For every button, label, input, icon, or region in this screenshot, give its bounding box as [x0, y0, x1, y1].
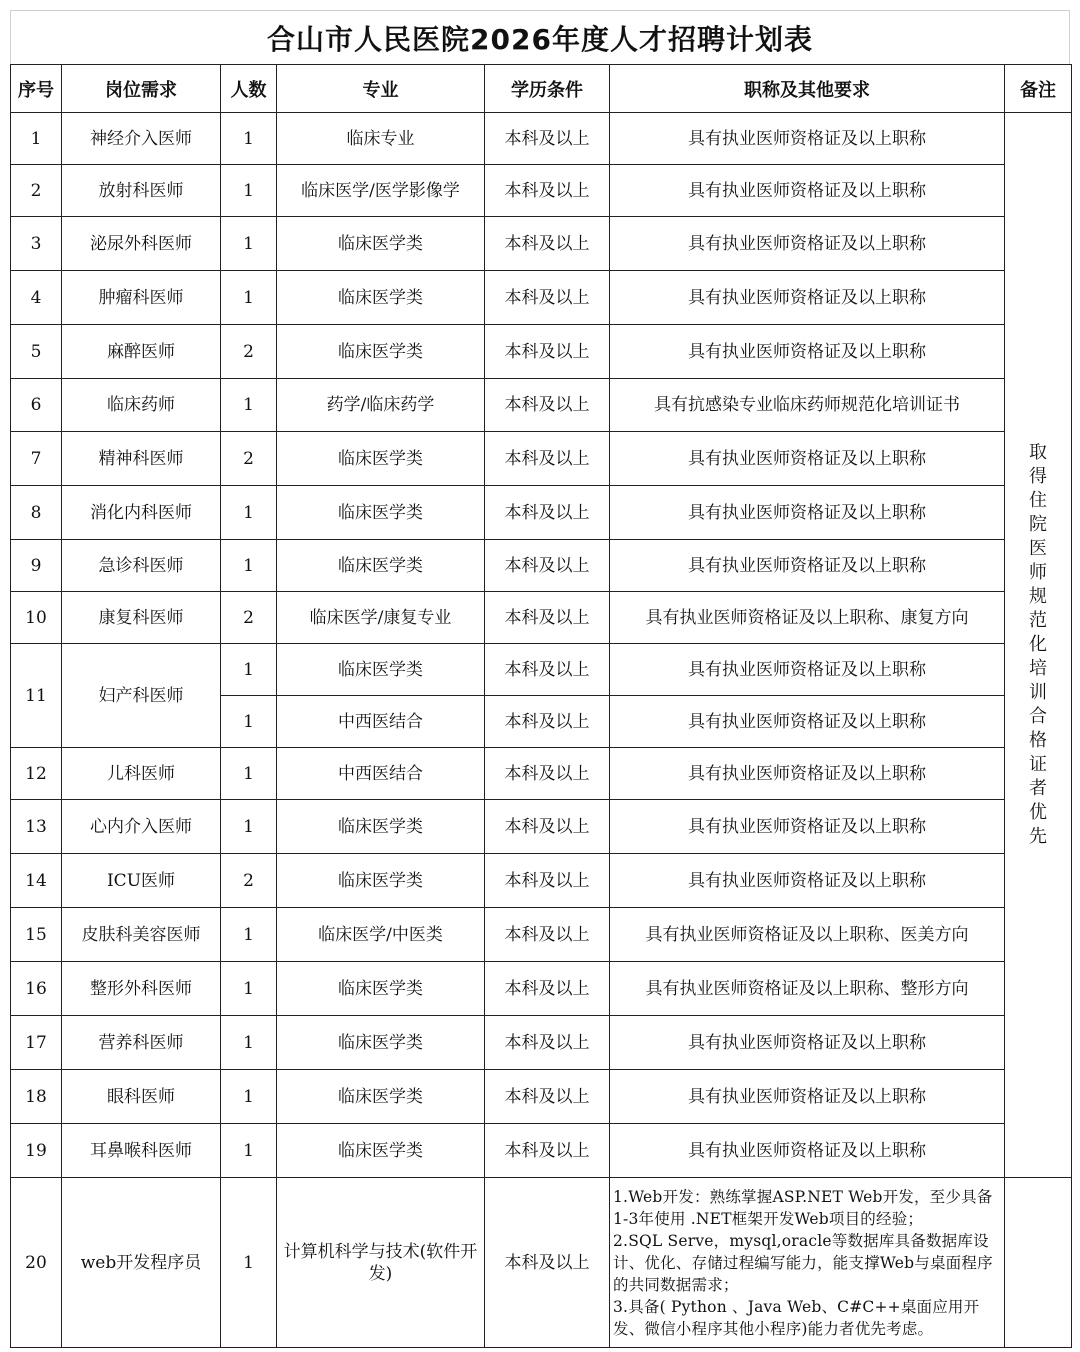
cell-no: 2	[11, 165, 62, 217]
cell-education: 本科及以上	[485, 486, 610, 540]
cell-requirements: 具有执业医师资格证及以上职称、康复方向	[610, 592, 1005, 644]
cell-count: 1	[221, 800, 277, 854]
cell-requirements: 具有执业医师资格证及以上职称	[610, 325, 1005, 379]
cell-no: 5	[11, 325, 62, 379]
cell-major: 临床医学类	[277, 1070, 485, 1124]
cell-education: 本科及以上	[485, 644, 610, 696]
table-row	[11, 1178, 1072, 1348]
cell-requirements: 具有执业医师资格证及以上职称	[610, 696, 1005, 748]
cell-major: 临床医学类	[277, 800, 485, 854]
cell-count: 1	[221, 271, 277, 325]
cell-major: 临床医学类	[277, 217, 485, 271]
cell-no: 15	[11, 908, 62, 962]
cell-position: web开发程序员	[62, 1178, 221, 1348]
cell-no: 13	[11, 800, 62, 854]
cell-count: 1	[221, 1016, 277, 1070]
cell-major: 中西医结合	[277, 696, 485, 748]
cell-education: 本科及以上	[485, 379, 610, 432]
cell-major: 临床专业	[277, 113, 485, 165]
cell-education: 本科及以上	[485, 696, 610, 748]
cell-major: 临床医学类	[277, 432, 485, 486]
table-row	[11, 165, 1072, 217]
header-count: 人数	[221, 65, 277, 113]
cell-education: 本科及以上	[485, 1016, 610, 1070]
cell-education: 本科及以上	[485, 908, 610, 962]
cell-requirements: 具有执业医师资格证及以上职称	[610, 540, 1005, 592]
cell-major: 计算机科学与技术(软件开发)	[277, 1178, 485, 1348]
cell-count: 1	[221, 113, 277, 165]
cell-count: 1	[221, 1178, 277, 1348]
cell-education: 本科及以上	[485, 325, 610, 379]
cell-position: 营养科医师	[62, 1016, 221, 1070]
cell-count: 1	[221, 748, 277, 800]
table-row	[11, 800, 1072, 854]
cell-count: 1	[221, 165, 277, 217]
cell-education: 本科及以上	[485, 1070, 610, 1124]
header-remark: 备注	[1005, 65, 1072, 113]
cell-position: 精神科医师	[62, 432, 221, 486]
table-row	[11, 854, 1072, 908]
table-row	[11, 271, 1072, 325]
cell-count: 1	[221, 1124, 277, 1178]
cell-no: 20	[11, 1178, 62, 1348]
table-row	[11, 540, 1072, 592]
cell-position: 消化内科医师	[62, 486, 221, 540]
header-major: 专业	[277, 65, 485, 113]
cell-education: 本科及以上	[485, 432, 610, 486]
cell-no: 18	[11, 1070, 62, 1124]
cell-requirements: 具有抗感染专业临床药师规范化培训证书	[610, 379, 1005, 432]
header-no: 序号	[11, 65, 62, 113]
table-row	[11, 592, 1072, 644]
cell-position: 放射科医师	[62, 165, 221, 217]
cell-no: 3	[11, 217, 62, 271]
cell-requirements: 具有执业医师资格证及以上职称	[610, 113, 1005, 165]
table-row	[11, 962, 1072, 1016]
table-row	[11, 908, 1072, 962]
cell-count: 2	[221, 592, 277, 644]
cell-count: 2	[221, 854, 277, 908]
cell-requirements: 具有执业医师资格证及以上职称	[610, 1070, 1005, 1124]
cell-major: 临床医学类	[277, 1016, 485, 1070]
cell-education: 本科及以上	[485, 962, 610, 1016]
cell-position: 肿瘤科医师	[62, 271, 221, 325]
cell-education: 本科及以上	[485, 271, 610, 325]
cell-requirements: 具有执业医师资格证及以上职称	[610, 748, 1005, 800]
cell-no: 12	[11, 748, 62, 800]
cell-education: 本科及以上	[485, 1178, 610, 1348]
cell-requirements: 1.Web开发：熟练掌握ASP.NET Web开发，至少具备1-3年使用 .NET框架开发Web项目的经验； 2.SQL Serve，mysql,oracle等数据库具备数据库设计、优化、存储过程编写能力，能支撑Web与桌面程序的共同数据需求； 3.具备( Python 、Java Web、C#C++桌面应用开发、微信小程序其他小程序)能力者优先考虑。	[610, 1178, 1005, 1348]
cell-no: 19	[11, 1124, 62, 1178]
cell-no: 1	[11, 113, 62, 165]
cell-count: 1	[221, 908, 277, 962]
cell-count: 1	[221, 644, 277, 696]
cell-count: 1	[221, 1070, 277, 1124]
cell-position: 儿科医师	[62, 748, 221, 800]
cell-major: 中西医结合	[277, 748, 485, 800]
cell-no: 10	[11, 592, 62, 644]
cell-position: 心内介入医师	[62, 800, 221, 854]
table-row	[11, 325, 1072, 379]
table-header-row	[11, 65, 1072, 113]
cell-requirements: 具有执业医师资格证及以上职称	[610, 271, 1005, 325]
table-row	[11, 113, 1072, 165]
cell-count: 1	[221, 217, 277, 271]
cell-education: 本科及以上	[485, 113, 610, 165]
cell-count: 2	[221, 432, 277, 486]
cell-position: 耳鼻喉科医师	[62, 1124, 221, 1178]
cell-position: 急诊科医师	[62, 540, 221, 592]
cell-position: ICU医师	[62, 854, 221, 908]
cell-requirements: 具有执业医师资格证及以上职称	[610, 644, 1005, 696]
cell-no: 7	[11, 432, 62, 486]
cell-count: 1	[221, 486, 277, 540]
header-education: 学历条件	[485, 65, 610, 113]
table-row	[11, 432, 1072, 486]
remark-text: 取得住院医师规范化培训合格证者优先	[1029, 442, 1047, 847]
table-row	[11, 379, 1072, 432]
cell-major: 临床医学/康复专业	[277, 592, 485, 644]
recruitment-table	[10, 64, 1072, 1348]
table-row	[11, 1016, 1072, 1070]
cell-no: 11	[11, 644, 62, 748]
cell-position: 妇产科医师	[62, 644, 221, 748]
cell-education: 本科及以上	[485, 540, 610, 592]
cell-education: 本科及以上	[485, 1124, 610, 1178]
cell-position: 眼科医师	[62, 1070, 221, 1124]
cell-no: 16	[11, 962, 62, 1016]
cell-no: 9	[11, 540, 62, 592]
cell-requirements: 具有执业医师资格证及以上职称	[610, 1016, 1005, 1070]
cell-requirements: 具有执业医师资格证及以上职称、整形方向	[610, 962, 1005, 1016]
cell-position: 皮肤科美容医师	[62, 908, 221, 962]
header-requirements: 职称及其他要求	[610, 65, 1005, 113]
cell-count: 2	[221, 325, 277, 379]
page-title: 合山市人民医院2026年度人才招聘计划表	[10, 10, 1070, 64]
table-row	[11, 748, 1072, 800]
cell-major: 临床医学类	[277, 325, 485, 379]
cell-major: 临床医学类	[277, 540, 485, 592]
cell-requirements: 具有执业医师资格证及以上职称	[610, 165, 1005, 217]
cell-major: 临床医学类	[277, 486, 485, 540]
cell-major: 临床医学类	[277, 644, 485, 696]
cell-major: 临床医学/医学影像学	[277, 165, 485, 217]
cell-no: 4	[11, 271, 62, 325]
cell-count: 1	[221, 379, 277, 432]
cell-count: 1	[221, 696, 277, 748]
cell-education: 本科及以上	[485, 165, 610, 217]
table-row	[11, 644, 1072, 696]
cell-education: 本科及以上	[485, 854, 610, 908]
cell-education: 本科及以上	[485, 800, 610, 854]
cell-requirements: 具有执业医师资格证及以上职称	[610, 217, 1005, 271]
cell-position: 神经介入医师	[62, 113, 221, 165]
cell-requirements: 具有执业医师资格证及以上职称	[610, 432, 1005, 486]
cell-position: 临床药师	[62, 379, 221, 432]
cell-no: 17	[11, 1016, 62, 1070]
cell-education: 本科及以上	[485, 217, 610, 271]
cell-requirements: 具有执业医师资格证及以上职称	[610, 854, 1005, 908]
remark-cell	[1005, 113, 1072, 1178]
table-row	[11, 217, 1072, 271]
cell-major: 临床医学类	[277, 271, 485, 325]
cell-no: 8	[11, 486, 62, 540]
cell-no: 6	[11, 379, 62, 432]
table-row	[11, 1124, 1072, 1178]
cell-position: 整形外科医师	[62, 962, 221, 1016]
cell-major: 临床医学/中医类	[277, 908, 485, 962]
cell-count: 1	[221, 962, 277, 1016]
cell-major: 临床医学类	[277, 962, 485, 1016]
cell-requirements: 具有执业医师资格证及以上职称、医美方向	[610, 908, 1005, 962]
cell-education: 本科及以上	[485, 592, 610, 644]
remark-empty-cell	[1005, 1178, 1072, 1348]
cell-requirements: 具有执业医师资格证及以上职称	[610, 486, 1005, 540]
cell-no: 14	[11, 854, 62, 908]
cell-major: 药学/临床药学	[277, 379, 485, 432]
cell-position: 泌尿外科医师	[62, 217, 221, 271]
cell-major: 临床医学类	[277, 854, 485, 908]
cell-position: 康复科医师	[62, 592, 221, 644]
table-row	[11, 1070, 1072, 1124]
cell-major: 临床医学类	[277, 1124, 485, 1178]
cell-position: 麻醉医师	[62, 325, 221, 379]
cell-requirements: 具有执业医师资格证及以上职称	[610, 800, 1005, 854]
cell-count: 1	[221, 540, 277, 592]
cell-education: 本科及以上	[485, 748, 610, 800]
cell-requirements: 具有执业医师资格证及以上职称	[610, 1124, 1005, 1178]
header-position: 岗位需求	[62, 65, 221, 113]
table-row	[11, 486, 1072, 540]
